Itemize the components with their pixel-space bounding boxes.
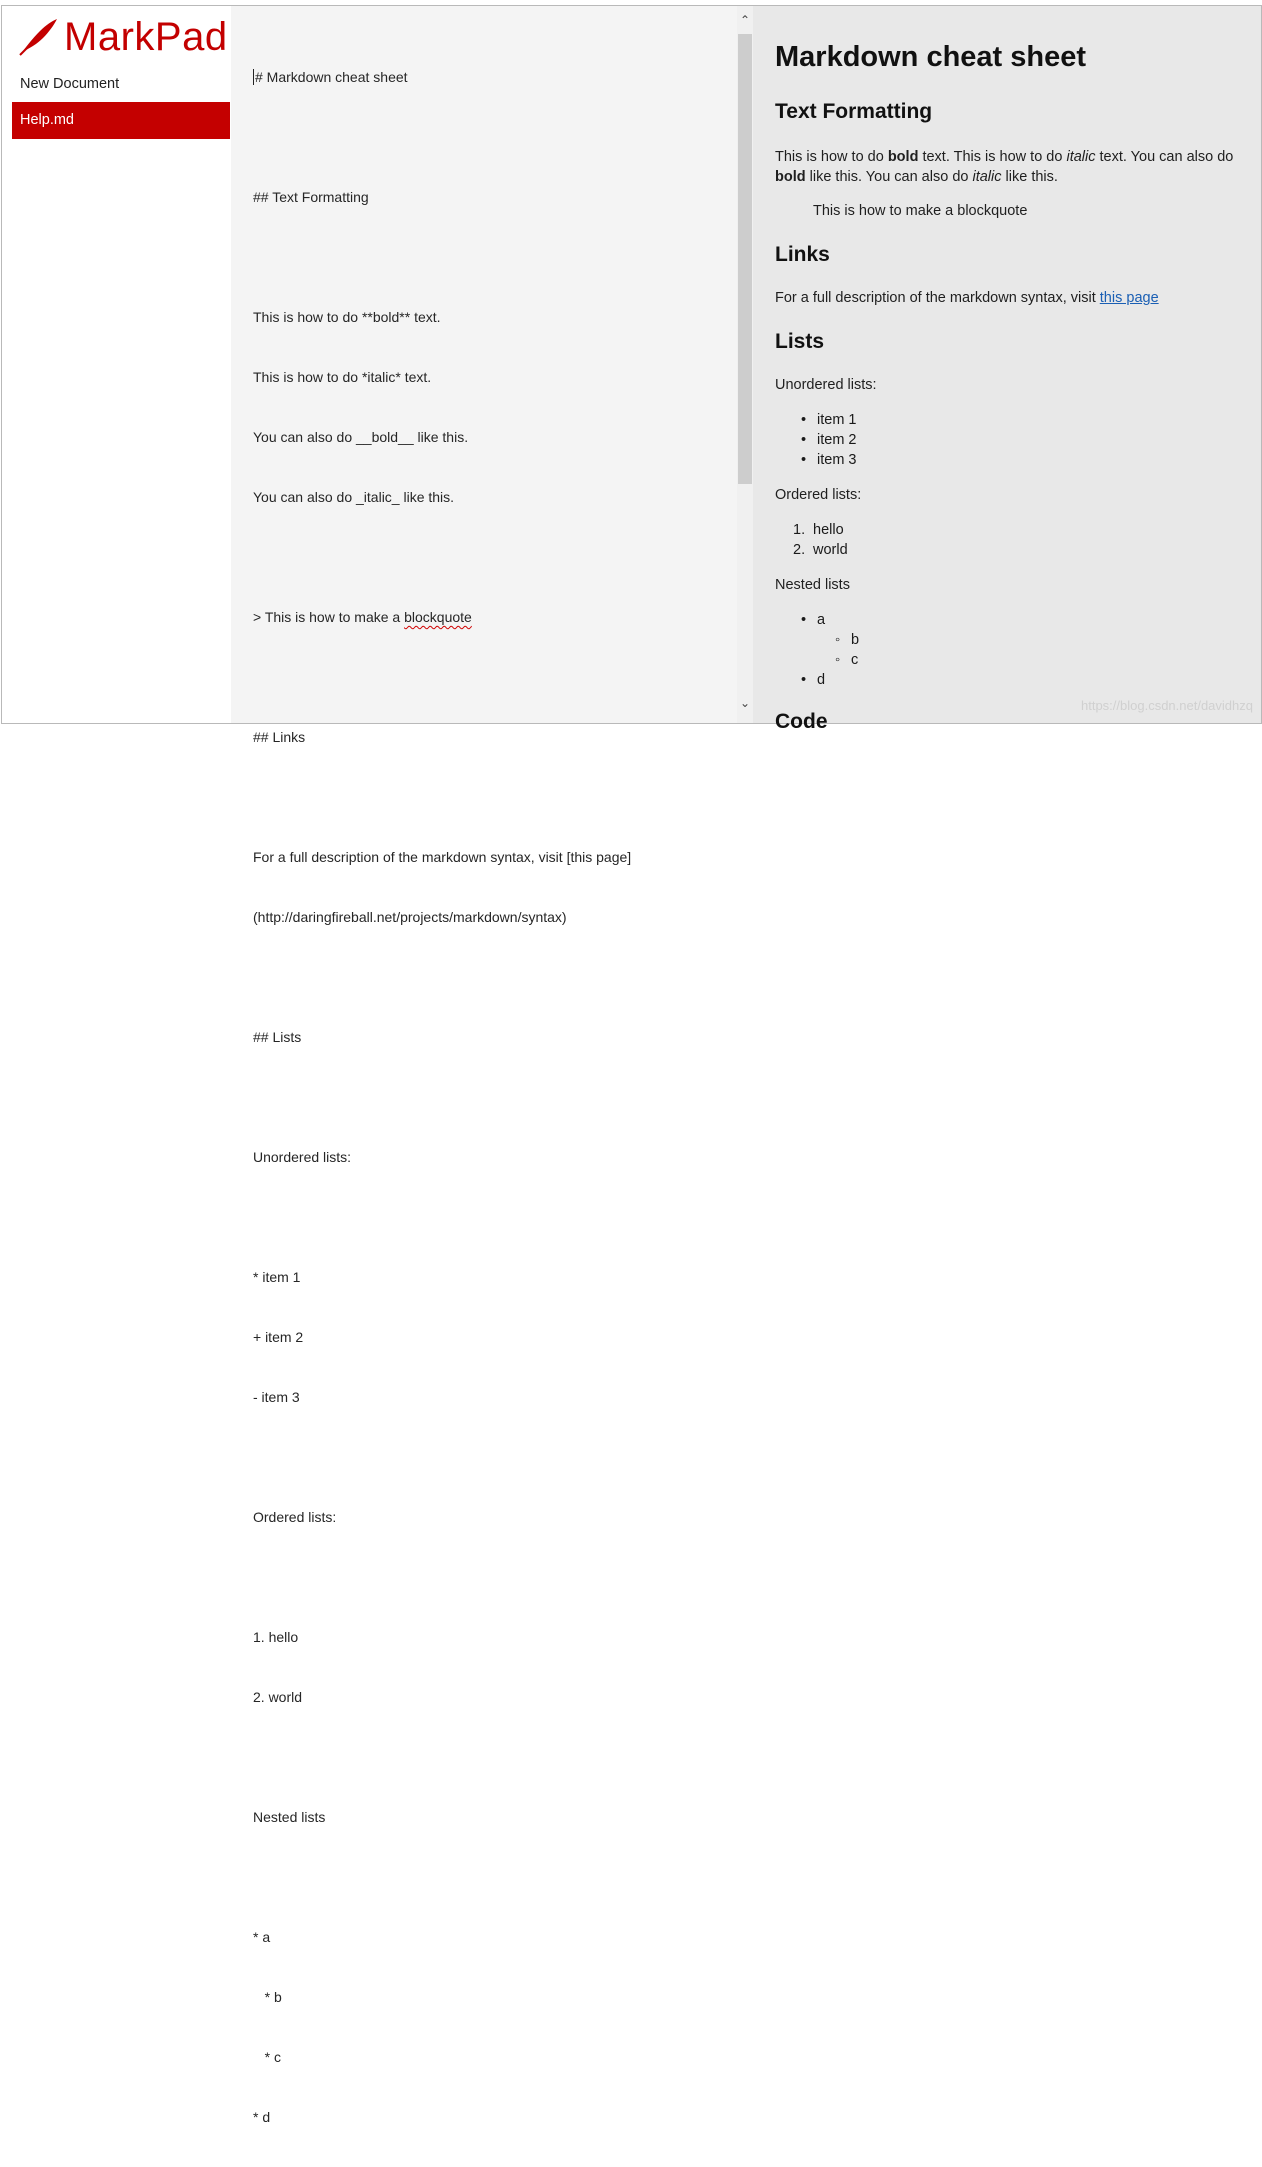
- editor-line: ## Lists: [253, 1029, 302, 1045]
- list-item: 2. world: [793, 542, 848, 558]
- preview-heading-code: Code: [775, 710, 828, 733]
- preview-nested-label: Nested lists: [775, 577, 850, 593]
- editor-line: - item 3: [253, 1389, 300, 1405]
- editor-text-area[interactable]: [253, 27, 727, 2167]
- text-cursor: [253, 69, 254, 85]
- list-item: • a: [801, 612, 826, 628]
- editor-line: [253, 667, 727, 687]
- editor-line: [253, 1567, 727, 1587]
- editor-line: For a full description of the markdown syntax, visit [this page]: [253, 849, 632, 865]
- editor-line: > This is how to make a blockquote: [253, 609, 472, 625]
- preview-heading-links: Links: [775, 243, 830, 266]
- preview-ordered-label: Ordered lists:: [775, 487, 862, 503]
- editor-line: [253, 247, 727, 267]
- editor-line: ## Links: [253, 729, 306, 745]
- preview-links-paragraph: For a full description of the markdown syntax, visit this page: [775, 290, 1159, 306]
- sidebar-item-label: New Document: [20, 76, 120, 92]
- editor-line: Ordered lists:: [253, 1509, 337, 1525]
- editor-line: You can also do _italic_ like this.: [253, 489, 455, 505]
- editor-line: + item 2: [253, 1329, 304, 1345]
- sidebar-item-label: Help.md: [20, 112, 74, 128]
- preview-unordered-label: Unordered lists:: [775, 377, 877, 393]
- preview-paragraph-formatting: This is how to do bold text. This is how to do italic text. You can also do bold like this. You can also do italic like this.: [775, 149, 1234, 185]
- list-item: • d: [801, 672, 826, 688]
- preview-heading-lists: Lists: [775, 330, 825, 353]
- editor-line: [253, 1867, 727, 1887]
- editor-line: [253, 547, 727, 567]
- editor-line: [253, 787, 727, 807]
- list-item: 1. hello: [793, 522, 844, 538]
- editor-line: This is how to do **bold** text.: [253, 309, 441, 325]
- editor-line: 1. hello: [253, 1629, 299, 1645]
- editor-line: Nested lists: [253, 1809, 326, 1825]
- editor-line: [253, 967, 727, 987]
- sidebar-item-help-md[interactable]: [12, 102, 230, 139]
- markdown-editor[interactable]: [231, 6, 737, 2125]
- editor-line: * d: [253, 2109, 271, 2125]
- editor-line: # Markdown cheat sheet: [255, 69, 408, 85]
- misspelled-word: blockquote: [404, 609, 472, 625]
- editor-line: * b: [253, 1989, 282, 2005]
- editor-line: * c: [253, 2049, 282, 2065]
- editor-line: This is how to do *italic* text.: [253, 369, 432, 385]
- editor-line: (http://daringfireball.net/projects/markdown/syntax): [253, 909, 567, 925]
- sidebar-item-new-document[interactable]: [12, 66, 230, 103]
- editor-line: [253, 127, 727, 147]
- markdown-preview: [753, 6, 1261, 733]
- editor-line: * item 1: [253, 1269, 301, 1285]
- quill-pen-icon: [18, 17, 58, 57]
- preview-link-this-page[interactable]: this page: [1099, 290, 1159, 306]
- editor-line: ## Text Formatting: [253, 189, 369, 205]
- scroll-down-arrow-icon[interactable]: ⌄: [739, 696, 751, 710]
- editor-line: [253, 1207, 727, 1227]
- list-item: • item 2: [801, 432, 857, 448]
- editor-line: You can also do __bold__ like this.: [253, 429, 469, 445]
- sidebar: [2, 6, 231, 723]
- preview-title: Markdown cheat sheet: [775, 41, 1087, 73]
- list-item: ◦ b: [835, 632, 860, 648]
- editor-line: [253, 1747, 727, 1767]
- editor-line: 2. world: [253, 1689, 303, 1705]
- editor-line: [253, 1087, 727, 1107]
- editor-line: [253, 1447, 727, 1467]
- preview-blockquote: This is how to make a blockquote: [813, 203, 1028, 219]
- app-name: MarkPad: [64, 15, 228, 59]
- watermark-text: https://blog.csdn.net/davidhzq: [1080, 698, 1253, 713]
- editor-line: * a: [253, 1929, 271, 1945]
- app-window: [1, 5, 1262, 2125]
- list-item: ◦ c: [835, 652, 859, 668]
- preview-heading-text-formatting: Text Formatting: [775, 100, 933, 123]
- list-item: • item 1: [801, 412, 857, 428]
- scroll-up-arrow-icon[interactable]: ⌃: [739, 13, 751, 27]
- editor-line: Unordered lists:: [253, 1149, 352, 1165]
- editor-scrollbar[interactable]: [737, 6, 753, 723]
- app-logo: [18, 12, 228, 62]
- scrollbar-thumb[interactable]: [738, 34, 752, 484]
- list-item: • item 3: [801, 452, 857, 468]
